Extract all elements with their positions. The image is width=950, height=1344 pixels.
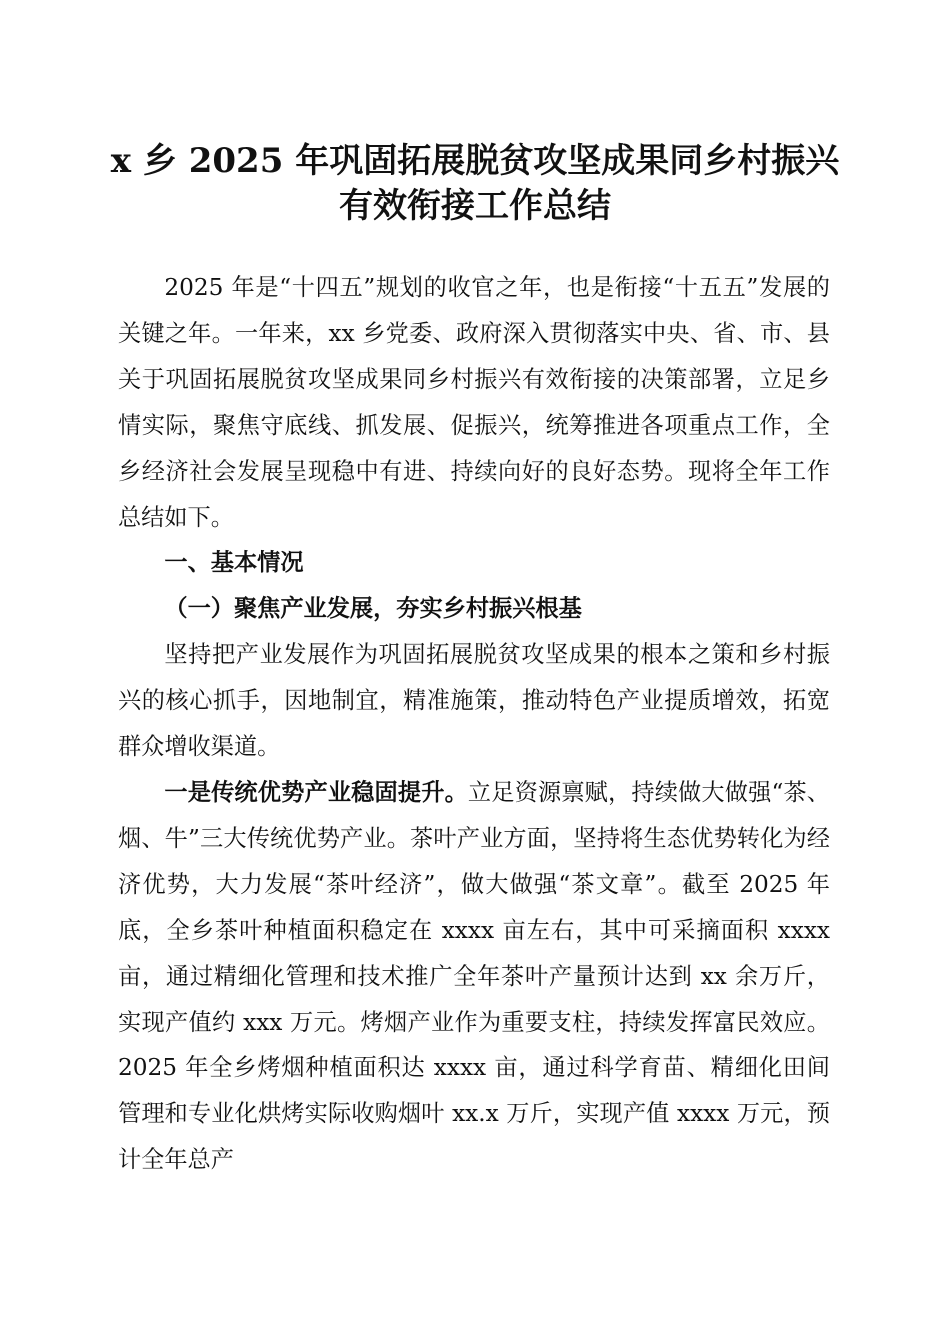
document-title-line-2: 有效衔接工作总结 <box>339 186 611 226</box>
point-body-text: 立足资源禀赋，持续做大做强“茶、烟、牛”三大传统优势产业。茶叶产业方面，坚持将生态优势转化为经济优势，大力发展“茶叶经济”，做大做强“茶文章”。截至 2025 年底，全乡茶叶种植面积稳定在 xxxx 亩左右，其中可采摘面积 xxxx 亩，通过精细化管理和技术推广全年茶叶产量预计达到 xx 余万斤，实现产值约 xxx 万元。烤烟产业作为重要支柱，持续发挥富民效应。2025 年全乡烤烟种植面积达 xxxx 亩，通过科学育苗、精细化田间管理和专业化烘烤实际收购烟叶 xx.x 万斤，实现产值 xxxx 万元，预计全年总产 <box>118 778 830 1174</box>
document-body <box>118 265 830 1183</box>
point-paragraph-traditional-industry <box>118 770 830 1183</box>
section-heading-basic-situation: 一、基本情况 <box>164 549 304 577</box>
subsection-paragraph-industry: 坚持把产业发展作为巩固拓展脱贫攻坚成果的根本之策和乡村振兴的核心抓手，因地制宜，精准施策，推动特色产业提质增效，拓宽群众增收渠道。 <box>118 641 830 761</box>
intro-paragraph: 2025 年是“十四五”规划的收官之年，也是衔接“十五五”发展的关键之年。一年来，xx 乡党委、政府深入贯彻落实中央、省、市、县关于巩固拓展脱贫攻坚成果同乡村振兴有效衔接的决策部署，立足乡情实际，聚焦守底线、抓发展、促振兴，统筹推进各项重点工作，全乡经济社会发展呈现稳中有进、持续向好的良好态势。现将全年工作总结如下。 <box>118 274 830 531</box>
subsection-heading-industry: （一）聚焦产业发展，夯实乡村振兴根基 <box>164 595 582 623</box>
document-title-line-1: x 乡 2025 年巩固拓展脱贫攻坚成果同乡村振兴 <box>110 141 840 181</box>
point-lead-text: 一是传统优势产业稳固提升。 <box>164 778 468 806</box>
